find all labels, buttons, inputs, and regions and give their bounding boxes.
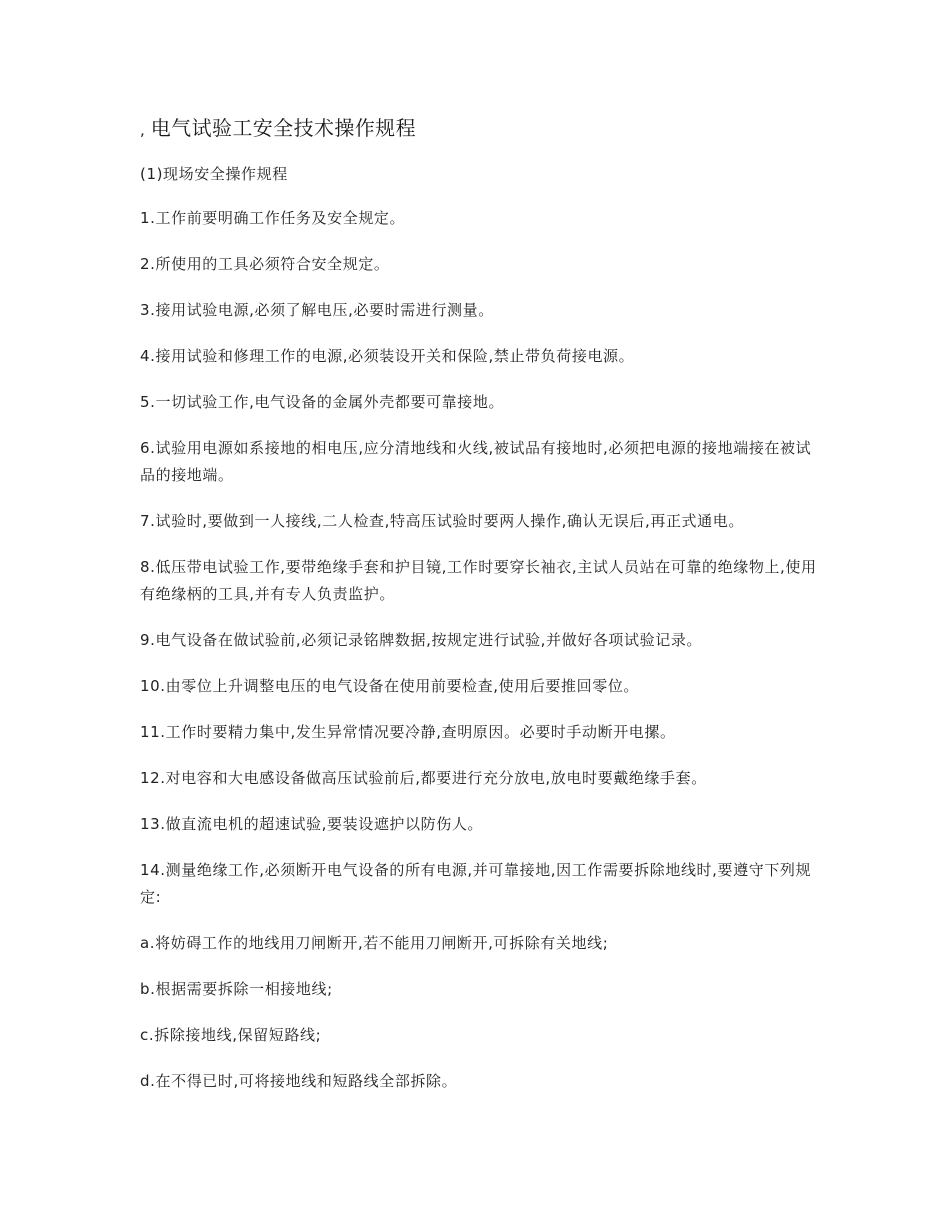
paragraph-13: 13.做直流电机的超速试验,要装设遮护以防伤人。 [140, 815, 484, 833]
paragraph-6: 6.试验用电源如系接地的相电压,应分清地线和火线,被试品有接地时,必须把电源的接地端接在被试品的接地端。 [140, 439, 812, 484]
paragraph-10: 10.由零位上升调整电压的电气设备在使用前要检查,使用后要推回零位。 [140, 677, 640, 695]
title-prefix: , [140, 121, 145, 139]
document-title: 电气试验工安全技术操作规程 [150, 116, 416, 140]
list-item-c: c.拆除接地线,保留短路线; [140, 1026, 322, 1044]
paragraph-7: 7.试验时,要做到一人接线,二人检查,特高压试验时要两人操作,确认无误后,再正式通电。 [140, 512, 744, 530]
paragraph-8: 8.低压带电试验工作,要带绝缘手套和护目镜,工作时要穿长袖衣,主试人员站在可靠的绝缘物上,使用有绝缘柄的工具,并有专人负责监护。 [140, 558, 817, 603]
paragraph-4: 4.接用试验和修理工作的电源,必须装设开关和保险,禁止带负荷接电源。 [140, 347, 635, 365]
paragraph-11: 11.工作时要精力集中,发生异常情况要冷静,查明原因。必要时手动断开电摞。 [140, 723, 676, 741]
list-item-a: a.将妨碍工作的地线用刀闸断开,若不能用刀闸断开,可拆除有关地线; [140, 934, 609, 952]
section-heading: (1)现场安全操作规程 [140, 165, 288, 183]
document-page [140, 112, 820, 1114]
paragraph-5: 5.一切试验工作,电气设备的金属外壳都要可靠接地。 [140, 393, 505, 411]
list-item-b: b.根据需要拆除一相接地线; [140, 980, 333, 998]
paragraph-12: 12.对电容和大电感设备做高压试验前后,都要进行充分放电,放电时要戴绝缘手套。 [140, 769, 707, 787]
title-row [140, 112, 820, 141]
paragraph-3: 3.接用试验电源,必须了解电压,必要时需进行测量。 [140, 301, 494, 319]
paragraph-14: 14.测量绝缘工作,必须断开电气设备的所有电源,并可靠接地,因工作需要拆除地线时,要遵守下列规定: [140, 861, 812, 906]
paragraph-2: 2.所使用的工具必须符合安全规定。 [140, 255, 390, 273]
paragraph-9: 9.电气设备在做试验前,必须记录铭牌数据,按规定进行试验,并做好各项试验记录。 [140, 631, 703, 649]
paragraph-1: 1.工作前要明确工作任务及安全规定。 [140, 209, 406, 227]
list-item-d: d.在不得已时,可将接地线和短路线全部拆除。 [140, 1072, 458, 1090]
